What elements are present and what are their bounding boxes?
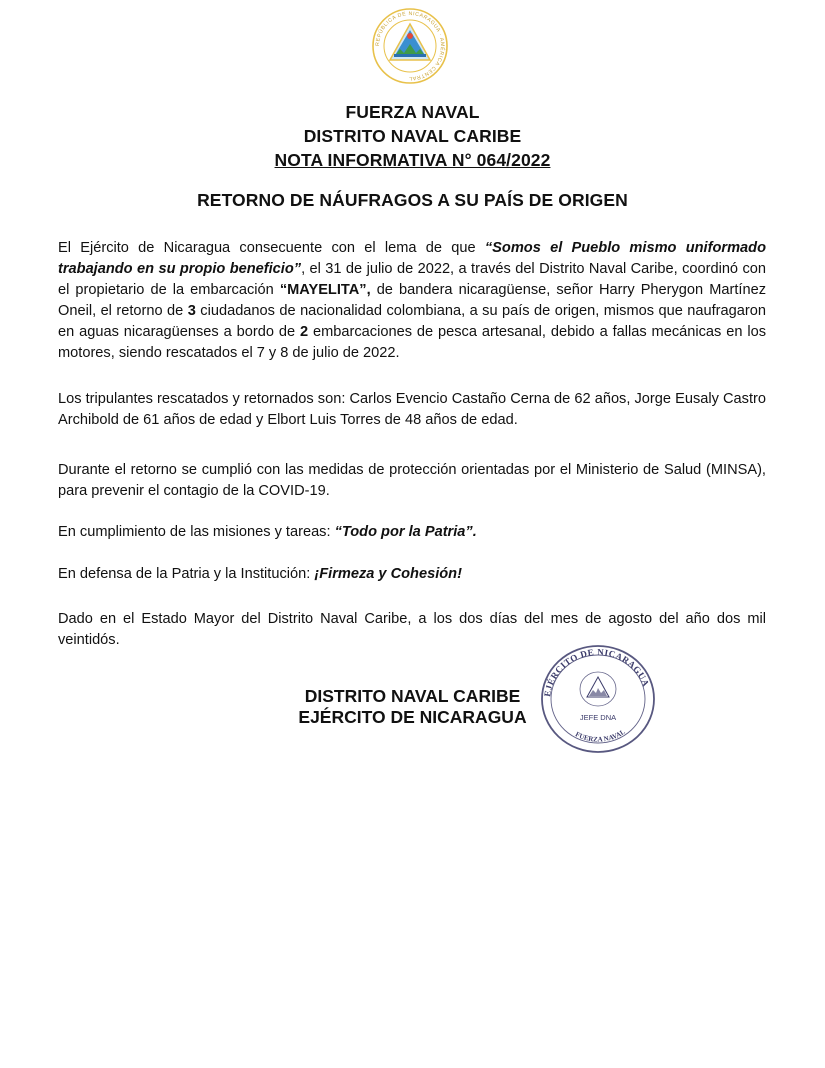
svg-text:FUERZA NAVAL [574,728,627,744]
p5-text: En defensa de la Patria y la Institución: [58,566,315,582]
official-stamp-seal-icon [538,643,658,755]
p1-text-1: El Ejército de Nicaragua consecuente con el lema de que [58,240,485,256]
p1-text-2: , el 31 de julio de 2022, a través del Distrito Naval Caribe, coordinó con el propietario de la embarcación [58,261,766,298]
p1-vessel-name: “MAYELITA”, [279,282,371,298]
p1-text-5: embarcaciones de pesca artesanal, debido a fallas mecánicas en los motores, siendo rescatados el 7 y 8 de julio de 2022. [58,324,766,361]
coat-of-arms-emblem [370,6,450,86]
p4-motto: “Todo por la Patria”. [334,524,477,540]
official-stamp [538,643,658,755]
p5-motto: ¡Firmeza y Cohesión! [314,566,462,582]
paragraph-6: Dado en el Estado Mayor del Distrito Naval Caribe, a los dos días del mes de agosto del año dos mil veintidós. [58,611,766,648]
paragraph-5 [58,564,766,585]
p4-text: En cumplimiento de las misiones y tareas: [58,524,335,540]
signature-block [270,686,555,728]
paragraph-3: Durante el retorno se cumplió con las medidas de protección orientadas por el Ministerio de Salud (MINSA), para prevenir el contagio de la COVID-19. [58,462,766,499]
signature-district: DISTRITO NAVAL CARIBE [304,686,521,706]
header-institution: FUERZA NAVAL [345,102,480,122]
nicaragua-coat-of-arms-icon [370,6,450,86]
p1-boat-count: 2 [300,324,309,340]
seal-ring-top: EJÉRCITO DE NICARAGUA [542,646,652,698]
p1-text-3: de bandera nicaragüense, señor Harry Pherygon Martínez Oneil, el retorno de [58,282,767,319]
p1-motto: “Somos el Pueblo mismo uniformado trabajando en su propio beneficio” [58,240,766,277]
p1-citizen-count: 3 [187,303,196,319]
seal-center-label: JEFE DNA [579,713,617,722]
emblem-ring-text: REPÚBLICA DE NICARAGUA · AMÉRICA CENTRAL [374,10,446,82]
header-district: DISTRITO NAVAL CARIBE [303,126,522,146]
document-header [0,100,825,172]
header-note-number: NOTA INFORMATIVA N° 064/2022 [274,150,551,170]
p1-text-4: ciudadanos de nacionalidad colombiana, a su país de origen, mismos que naufragaron en aguas nicaragüenses a bordo de [58,303,766,340]
signature-army: EJÉRCITO DE NICARAGUA [298,707,527,727]
paragraph-1 [58,238,766,364]
paragraph-2: Los tripulantes rescatados y retornados son: Carlos Evencio Castaño Cerna de 62 años, Jorge Eusaly Castro Archibold de 61 años de edad y Elbort Luis Torres de 48 años de edad. [58,391,766,428]
document-title: RETORNO DE NÁUFRAGOS A SU PAÍS DE ORIGEN [197,190,628,210]
seal-ring-bottom: FUERZA NAVAL [573,727,627,744]
paragraph-4 [58,522,766,543]
